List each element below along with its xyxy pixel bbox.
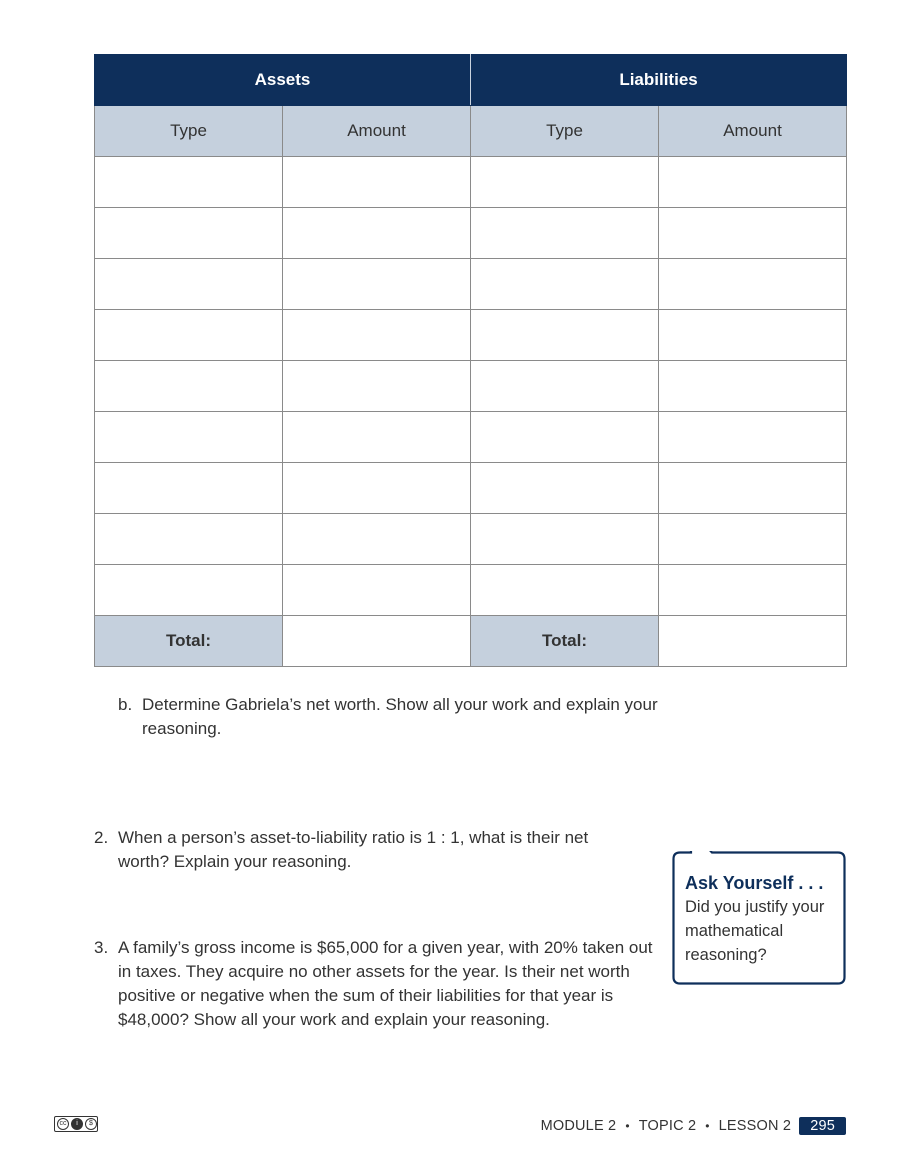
asset-type-cell[interactable] bbox=[95, 514, 283, 565]
liability-type-cell[interactable] bbox=[471, 412, 659, 463]
page-number: 295 bbox=[799, 1117, 846, 1135]
question-2 bbox=[94, 826, 634, 874]
callout-body: Did you justify your mathematical reasoning? bbox=[685, 898, 825, 964]
table-row bbox=[95, 565, 847, 616]
asset-amount-cell[interactable] bbox=[283, 259, 471, 310]
table-row bbox=[95, 310, 847, 361]
table-total-row bbox=[95, 616, 847, 667]
question-3 bbox=[94, 936, 654, 1032]
asset-type-cell[interactable] bbox=[95, 565, 283, 616]
asset-type-cell[interactable] bbox=[95, 412, 283, 463]
liability-type-cell[interactable] bbox=[471, 157, 659, 208]
ask-yourself-callout bbox=[672, 851, 846, 985]
assets-total-label: Total: bbox=[95, 616, 283, 667]
table-row bbox=[95, 361, 847, 412]
footer-lesson: LESSON 2 bbox=[718, 1118, 792, 1134]
asset-type-cell[interactable] bbox=[95, 463, 283, 514]
liability-amount-cell[interactable] bbox=[659, 361, 847, 412]
liability-amount-cell[interactable] bbox=[659, 565, 847, 616]
asset-amount-cell[interactable] bbox=[283, 208, 471, 259]
table-row bbox=[95, 259, 847, 310]
assets-amount-header: Amount bbox=[283, 106, 471, 157]
question-3-text: A family’s gross income is $65,000 for a given year, with 20% taken out in taxes. They acquire no other assets for the year. Is their net worth positive or negative when the sum of their liabilities for that year is $48,000? Show all your work and explain your reasoning. bbox=[118, 938, 653, 1029]
table-row bbox=[95, 157, 847, 208]
liability-amount-cell[interactable] bbox=[659, 514, 847, 565]
liabilities-total-label: Total: bbox=[471, 616, 659, 667]
asset-type-cell[interactable] bbox=[95, 208, 283, 259]
liability-type-cell[interactable] bbox=[471, 310, 659, 361]
question-2-number: 2. bbox=[94, 828, 109, 847]
asset-amount-cell[interactable] bbox=[283, 361, 471, 412]
asset-amount-cell[interactable] bbox=[283, 463, 471, 514]
question-b-label: b. bbox=[118, 695, 133, 714]
asset-amount-cell[interactable] bbox=[283, 514, 471, 565]
assets-type-header: Type bbox=[95, 106, 283, 157]
asset-amount-cell[interactable] bbox=[283, 157, 471, 208]
liability-type-cell[interactable] bbox=[471, 361, 659, 412]
net-worth-table bbox=[94, 54, 847, 667]
liability-type-cell[interactable] bbox=[471, 463, 659, 514]
footer-separator: • bbox=[705, 1119, 710, 1133]
liabilities-total-cell[interactable] bbox=[659, 616, 847, 667]
asset-amount-cell[interactable] bbox=[283, 565, 471, 616]
table-header-row bbox=[95, 55, 847, 106]
page-footer bbox=[541, 1117, 846, 1135]
asset-type-cell[interactable] bbox=[95, 361, 283, 412]
liabilities-type-header: Type bbox=[471, 106, 659, 157]
liability-amount-cell[interactable] bbox=[659, 208, 847, 259]
callout-title: Ask Yourself . . . bbox=[685, 873, 824, 893]
table-row bbox=[95, 514, 847, 565]
asset-type-cell[interactable] bbox=[95, 259, 283, 310]
asset-amount-cell[interactable] bbox=[283, 310, 471, 361]
liabilities-amount-header: Amount bbox=[659, 106, 847, 157]
table-row bbox=[95, 208, 847, 259]
liabilities-header: Liabilities bbox=[471, 55, 847, 106]
asset-type-cell[interactable] bbox=[95, 310, 283, 361]
table-row bbox=[95, 412, 847, 463]
liability-type-cell[interactable] bbox=[471, 514, 659, 565]
assets-total-cell[interactable] bbox=[283, 616, 471, 667]
assets-header: Assets bbox=[95, 55, 471, 106]
footer-topic: TOPIC 2 bbox=[638, 1118, 697, 1134]
question-3-number: 3. bbox=[94, 938, 109, 957]
table-row bbox=[95, 463, 847, 514]
liability-amount-cell[interactable] bbox=[659, 157, 847, 208]
liability-type-cell[interactable] bbox=[471, 259, 659, 310]
liability-type-cell[interactable] bbox=[471, 208, 659, 259]
question-b bbox=[118, 693, 658, 741]
footer-separator: • bbox=[625, 1119, 630, 1133]
liability-amount-cell[interactable] bbox=[659, 463, 847, 514]
question-2-text: When a person’s asset-to-liability ratio is 1 : 1, what is their net worth? Explain your reasoning. bbox=[118, 828, 589, 871]
liability-type-cell[interactable] bbox=[471, 565, 659, 616]
footer-module: MODULE 2 bbox=[540, 1118, 617, 1134]
asset-type-cell[interactable] bbox=[95, 157, 283, 208]
question-b-text: Determine Gabriela’s net worth. Show all your work and explain your reasoning. bbox=[142, 695, 658, 738]
liability-amount-cell[interactable] bbox=[659, 412, 847, 463]
liability-amount-cell[interactable] bbox=[659, 310, 847, 361]
asset-amount-cell[interactable] bbox=[283, 412, 471, 463]
table-subheader-row bbox=[95, 106, 847, 157]
liability-amount-cell[interactable] bbox=[659, 259, 847, 310]
creative-commons-icon: cc i $ bbox=[54, 1116, 98, 1132]
